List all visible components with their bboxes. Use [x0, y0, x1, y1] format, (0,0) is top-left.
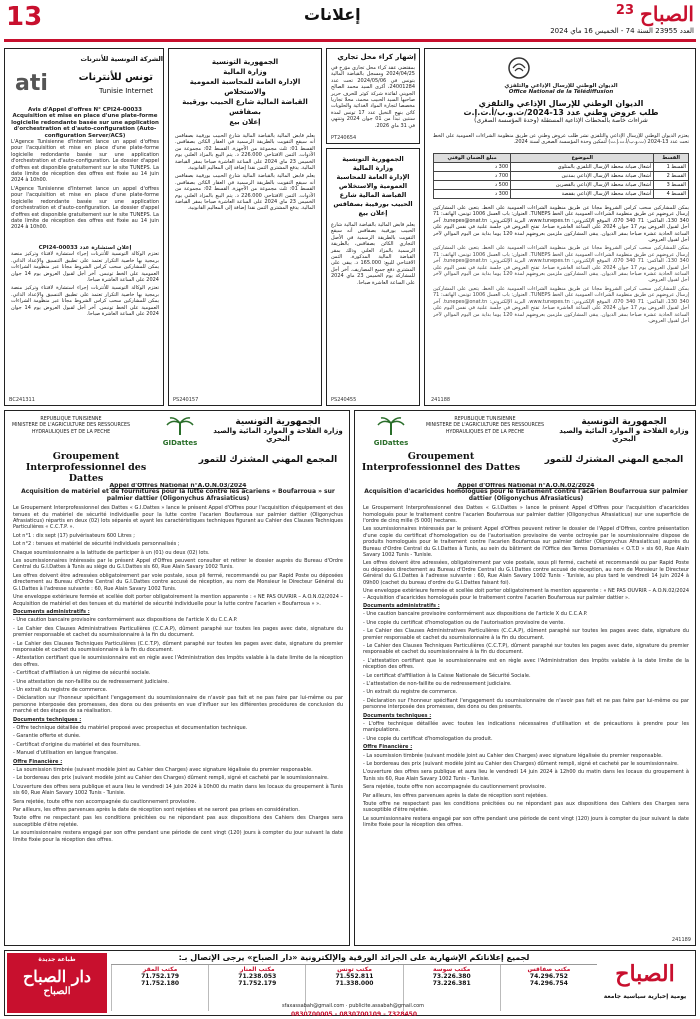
gid2-paragraph: Documents administratifs :: [363, 602, 440, 609]
gid2-paragraph: - Le Cahier des Clauses Administratives Particulières (C.C.A.P), dûment paraphé sur toutes les pages avec date, signature du premier responsable et cachet du soumissionnaire à la fin du document.: [363, 628, 689, 641]
gid2-logo: GIDattes: [373, 439, 409, 447]
footer-office-phone: 73.226.380: [432, 973, 471, 980]
lease-ref: PT240654: [331, 135, 357, 141]
gid1-paragraph: - Le Cahier des Clauses Administratives Particulières (C.C.A.P), dûment paraphé sur toutes les pages avec date, signature du premier responsable et cachet du soumissionnaire à la fin du document.: [13, 625, 343, 639]
ati-brand-fr: Tunisie Internet: [99, 87, 153, 95]
gid1-aoo: Appel d'Offres National n°A.O.N.03/2024: [109, 483, 247, 489]
table-cell: 700 د: [434, 172, 511, 181]
ati-tender-ad: [4, 48, 164, 406]
gid2-paragraph: Documents techniques :: [363, 712, 432, 719]
gid2-paragraph: Le soumissionnaire restera engagé par son offre pendant une période de cent vingt (120) jours à compter du jour suivant la date limite fixée pour la réception des offres.: [363, 815, 689, 829]
gid1-paragraph: - Certificat d'affiliation à un régime de sécurité sociale.: [13, 670, 151, 677]
gidattes-tender-acaricides: [354, 410, 696, 946]
gid1-paragraph: - Attestation certifiant que le soumissionnaire est en règle avec l'Administration des Impôts valable à la date limite de la réception des offres.: [13, 655, 343, 668]
footer-office-name: مكتب المنار: [239, 966, 275, 973]
footer-left-top: الصباح: [43, 986, 71, 997]
footer-office-phone: 71.752.179: [141, 973, 180, 980]
ati-company-ar: الشركة التونسية للأنترنات: [80, 55, 163, 63]
onat-body-repeat: يمكن للمشاركين سحب كراس الشروط مجانا عن طريق منظومة الشراءات العمومية على الخط. يتعين على المشاركين إرسال عروضهم عن طريق منظومة الشراءات العمومية على الخط TUNEPS. العنوان: باب العسل 1006 تونس، الهاتف: 71 340 130، الفاكس: 71 340 070، الموقع الإلكتروني: www.tunepes.tn، البريد الإلكتروني: tunepes@onat.tn. آخر أجل لقبول العروض يوم 17 جوان 2024 على الساعة العاشرة صباحا. تفتح العروض في جلسة علنية في نفس اليوم على الساعة الحادية عشرة صباحا بمقر الديوان. يبقى المشاركون ملزمين بعروضهم لمدة 120 يوما بداية من اليوم الموالي لآخر أجل لقبول العروض.: [433, 245, 689, 284]
gidattes-tender-lot-material: [4, 410, 350, 946]
sale1-republic: الجمهورية التونسية: [342, 155, 404, 163]
footer-banner: لجميع إعلاناتكم الإشهارية على الجرائد الورقية والإلكترونية «دار الصباح» يرجى الإتصال بـ:: [111, 953, 597, 965]
gid1-paragraph: - Une attestation de non-faillite ou de redressement judiciaire.: [13, 678, 169, 685]
sale2-ref: PS240157: [173, 397, 199, 403]
table-cell: القسط 4: [654, 190, 689, 199]
onat-subject: شراءات خاصة بالمحطات الإذاعية المستقلة (وحدة المؤسسة الصغرى): [474, 117, 648, 124]
sale2-ministry: وزارة المالية: [223, 68, 267, 76]
onat-lots-table: [433, 153, 689, 199]
onat-org-ar: الديوان الوطني للإرسال الإذاعي والتلفزي: [504, 83, 618, 89]
gid2-paragraph: L'ouverture des offres sera publique et aura lieu le vendredi 14 juin 2024 à 12h00 du matin dans les locaux du groupement à Tunis sis 60, Rue Alain Savary 1002 Tunis - Tunisie.: [363, 769, 689, 782]
table-cell: 300 د: [434, 190, 511, 199]
footer-office-fax: 73.226.381: [432, 980, 471, 987]
gid2-group-fr: Groupement Interprofessionnel des Dattes: [361, 451, 521, 473]
onat-ref: 241188: [431, 397, 451, 403]
gid2-paragraph: Sera rejetée, toute offre non accompagnée du cautionnement provisoire.: [363, 784, 547, 791]
footer-office-phone: 74.296.752: [529, 973, 568, 980]
gid1-paragraph: Le Groupement Interprofessionnel des Dattes « G.I.Dattes » lance le présent Appel d'Offres pour l'acquisition d'équipement et des tenues et du matériel de sécurité individuelle pour la lutte contre l'acarien Boufarroua sur palmier dattier (Oligonychus Afrasiaticus) répartis en deux (02) lots séparés et ayant les caractéristiques techniques figurant au Cahier des Clauses Techniques Particulières « C.C.T.P. ».: [13, 505, 343, 531]
table-cell: أشغال صيانة محطة الإرسال التلفزي بالمتلوي: [511, 163, 654, 172]
gid2-paragraph: - Un extrait du registre de commerce.: [363, 689, 458, 696]
footer-office-fax: 71.752.179: [238, 980, 277, 987]
gid2-paragraph: - L'attestation de non-faillite ou de redressement judiciaire.: [363, 680, 512, 687]
footer-office-phone: 71.238.053: [238, 973, 277, 980]
gid1-paragraph: - Le bordereau des prix (suivant modèle joint au Cahier des Charges) dûment rempli, signé et cacheté par le soumissionnaire.: [13, 775, 329, 782]
footer-office-fax: 74.296.754: [529, 980, 568, 987]
gid1-paragraph: Lot n°2 : tenues et matériel de sécurité individuels personnalisés ;: [13, 541, 180, 548]
gid2-paragraph: - Le Cahier des Clauses Techniques Particulières (C.C.T.P), dûment paraphé sur toutes les pages avec date, signature du premier responsable et cachet du soumissionnaire à la fin du document.: [363, 642, 689, 656]
footer-office-name: مكتب تونس: [337, 966, 372, 973]
ati-body-fr-repeat: L'Agence Tunisienne d'Internet lance un appel d'offres pour l'acquisition et mise en place d'une plate-forme logicielle redondante basée sur une application d'orchestration et d'auto-configuration. Le dossier d'appel d'offres est disponible gratuitement sur le site TUNEPS. La date limite de réception des offres est fixée au 14 juin 2024 à 10h00.: [11, 185, 159, 231]
table-cell: 300 د: [434, 163, 511, 172]
gid2-paragraph: - Une copie du certificat d'homologation du produit.: [363, 735, 493, 742]
table-cell: أشغال صيانة محطة الإرسال الإذاعي بالقصرين: [511, 181, 654, 190]
gid2-paragraph: - Déclaration sur l'honneur spécifiant l'engagement du soumissionnaire de n'avoir pas fait et ne pas faire par lui-même ou par personne interposée des promesses, des dons ou des présents.: [363, 697, 689, 711]
lease-title: إشهار كراء محل تجاري: [337, 53, 416, 61]
gid2-paragraph: - La soumission timbrée (suivant modèle joint au Cahier des Charges) avec signature légalisée du premier responsable.: [363, 752, 663, 759]
table-cell: 500 د: [434, 181, 511, 190]
lease-body: بمقتضى عقد كراء محل تجاري مؤرخ في 2024/04/25 ومسجل بالقباضة المالية بتونس في 2024/05/06 تحت عدد 24001284، أكرى السيد محمد الصالح الجويني لفائدة شركة كوثر للحرف حرير صاحبها السيد الحبيب محمد، محلا تجاريا مخصصا لتجارة المواد الغذائية والحلويات كائن بنهج النخيل عدد 17 تونس لمدة سنتين تبدأ من 01 جوان 2024 وتنتهي في 31 ماي 2026.: [331, 65, 416, 129]
gid2-paragraph: Offre Financière :: [363, 744, 413, 751]
onat-body-repeat-2: يمكن للمشاركين سحب كراس الشروط مجانا عن طريق منظومة الشراءات العمومية على الخط. يتعين على المشاركين إرسال عروضهم عن طريق منظومة الشراءات العمومية على الخط TUNEPS. العنوان: باب العسل 1006 تونس، الهاتف: 71 340 130، الفاكس: 71 340 070، الموقع الإلكتروني: www.tunepes.tn، البريد الإلكتروني: tunepes@onat.tn. آخر أجل لقبول العروض يوم 17 جوان 2024 على الساعة العاشرة صباحا. تفتح العروض في جلسة علنية في نفس اليوم على الساعة الحادية عشرة صباحا بمقر الديوان. يبقى المشاركون ملزمين بعروضهم لمدة 120 يوما بداية من اليوم الموالي لآخر أجل لقبول العروض.: [433, 285, 689, 324]
footer-office-name: مكتب سوسة: [433, 966, 471, 973]
gid1-paragraph: Sera rejetée, toute offre non accompagnée du cautionnement provisoire.: [13, 798, 197, 805]
gid1-paragraph: Les soumissionnaires intéressés par le présent Appel d'Offres peuvent consulter et retirer le dossier auprès du Bureau d'Ordre Central du G.I.Dattes à Tunis au siège du G.I.Dattes sis 60, Rue Alain Savary 1002 Tunis.: [13, 558, 343, 571]
page-number: 13: [6, 2, 43, 32]
gid1-paragraph: - Une caution bancaire provisoire conformément aux dispositions de l'article X du C.C.A.P.: [13, 617, 238, 624]
sale1-ref: PS240455: [331, 397, 357, 403]
table-cell: القسط 2: [654, 172, 689, 181]
footer-left-promo: [7, 953, 107, 1013]
gid1-rep-ar: الجمهورية التونسية: [235, 417, 321, 427]
gid1-paragraph: Offre Financière :: [13, 758, 63, 765]
gid2-paragraph: Une enveloppe extérieure fermée et scellée doit porter obligatoirement la mention apparente : « NE PAS OUVRIR – A.O.N.02/2024 – Acquisition d'acaricides homologués pour le traitement contre l'acarien Boufarroua sur palmier dattier ».: [363, 588, 689, 601]
gid1-group-fr: Groupement Interprofessionnel des Dattes: [25, 451, 147, 484]
palm-tree-icon: [165, 417, 195, 435]
onat-org-fr: Office National de la Télédiffusion: [508, 89, 614, 96]
gid2-paragraph: Les offres doivent être adressées, obligatoirement par voie postale, sous pli fermé, cacheté et recommandé ou par Rapid Poste ou déposées directement au Bureau d'Ordre Central du G.I.Dattes contre accusé de réception, au nom de Monsieur le Directeur Général du G.I.Dattes à l'adresse suivante : 60, Rue Alain Savary 1002 Tunis - Tunisie, au plus tard le vendredi 14 juin 2024 à 09h00 (cachet du bureau d'ordre du G.I.Dattes faisant foi).: [363, 560, 689, 586]
footer-left-sub: دار الصباح: [22, 967, 92, 986]
onat-body: يمكن للمشاركين سحب كراس الشروط مجانا عن طريق منظومة الشراءات العمومية على الخط. يتعين على المشاركين إرسال عروضهم عن طريق منظومة الشراءات العمومية على الخط TUNEPS. العنوان: باب العسل 1006 تونس، الهاتف: 71 340 130، الفاكس: 71 340 070، الموقع الإلكتروني: www.tunepes.tn، البريد الإلكتروني: tunepes@onat.tn. آخر أجل لقبول العروض يوم 17 جوان 2024 على الساعة العاشرة صباحا. تفتح العروض في جلسة علنية في نفس اليوم على الساعة الحادية عشرة صباحا بمقر الديوان. يبقى المشاركون ملزمين بعروضهم لمدة 120 يوما بداية من اليوم الموالي لآخر أجل لقبول العروض.: [433, 205, 689, 244]
sale2-body-repeat: يعلم قابض المالية بالقباضة المالية شارع الحبيب بورقيبة بصفاقس أنه سيقع التفويت بالطريقة الرسمية في العقار الكائن بصفاقس. القسط 01: ثلث مجموعة من الأجهزة. القسط 02: مجموعة من الأدوات. الثمن الافتتاحي 226.000 د. يتم البيع بالمزاد العلني يوم الخميس 23 ماي 2024 على الساعة العاشرة صباحا بمقر القباضة المالية. يدفع المشتري الثمن نقدا إضافة إلى المعاليم القانونية.: [175, 173, 315, 212]
ati-subject-fr: Acquisition et mise en place d'une plate-forme logicielle redondante basée sur une application d'orchestration et d'auto-configuration (Auto-configuration Server/ACS): [11, 113, 159, 139]
ati-brand-ar: تونس للأنترنات: [78, 72, 153, 83]
ati-ref: BC241311: [9, 397, 35, 403]
gid2-rep-fr: REPUBLIQUE TUNISIENNE: [454, 417, 516, 422]
gid1-paragraph: Documents administratifs :: [13, 608, 90, 615]
gid2-ministry-fr: MINISTERE DE L'AGRICULTURE DES RESSOURCES HYDRAULIQUES ET DE LA PECHE: [425, 423, 545, 435]
gid2-paragraph: - L'attestation certifiant que le soumissionnaire est en règle avec l'Administration des Impôts valable à la date limite de la réception des offres.: [363, 657, 689, 671]
gid2-paragraph: - Le bordereau des prix (suivant modèle joint au Cahier des Charges) dûment rempli, signé et cacheté par le soumissionnaire.: [363, 761, 679, 768]
gid1-paragraph: - Déclaration sur l'honneur spécifiant l'engagement du soumissionnaire de n'avoir pas fait et ne pas faire par lui-même ou par personne interposée des promesses, des dons ou des présents en vue d'influer sur les différentes procédures de conclusion du marché et des étapes de sa réalisation.: [13, 695, 343, 715]
ati-title-fr: Avis d'Appel d'offres N° CPI24-00033: [28, 107, 142, 113]
onat-subtitle: طلب عروض وطني عدد 13-2024/ت.و.ب/أ.ت.إ.ت: [463, 108, 659, 117]
gid1-paragraph: Par ailleurs, les offres parvenues après la date de réception sont rejetées et ne seront pas prises en considération.: [13, 807, 300, 814]
sale2-branch: القباضة المالية شارع الحبيب بورقيبة بصفاقس: [182, 98, 308, 116]
table-row: [434, 190, 689, 199]
table-row: [434, 163, 689, 172]
footer-office-name: مكتب المقر: [142, 966, 178, 973]
gid2-paragraph: Par ailleurs, les offres parvenues après la date de réception sont rejetées.: [363, 792, 548, 799]
ati-body-ar-repeat: تعتزم الوكالة التونسية للأنترنات إجراء استشارة لاقتناء وتركيز منصة برمجية بها خاصية التكرار تعتمد على تطبيق التنسيق والإعداد الذاتي. يمكن للمشاركين سحب كراس الشروط مجانا عبر منظومة الشراءات العمومية على الخط تونبس. آخر أجل لقبول العروض يوم 14 جوان 2024 على الساعة العاشرة صباحا.: [11, 285, 159, 318]
ati-title-ar: إعلان استشارة عدد CPI24-00033: [38, 245, 132, 251]
masthead: [514, 2, 694, 40]
gid1-paragraph: - Offre technique détaillée du matériel proposé avec prospectus et documentation technique.: [13, 725, 248, 731]
table-cell: أشغال صيانة محطة الإرسال الإذاعي بمدنين: [511, 172, 654, 181]
sale2-kind: إعلان بيع: [229, 118, 261, 126]
table-cell: القسط 1: [654, 163, 689, 172]
onat-logo-icon: [479, 55, 559, 81]
gid2-paragraph: Toute offre ne respectant pas les conditions précitées ou ne répondant pas aux dispositions des Cahiers des Charges sera susceptible d'être rejetée.: [363, 801, 689, 814]
footer-right-logo: الصباح: [615, 961, 675, 987]
sale1-body: يعلم قابض المالية بالقباضة المالية شارع الحبيب بورقيبة بصفاقس أنه سيقع التفويت بالطريقة الرسمية في الأصل التجاري الكائن بصفاقس، بالطريقة الرسمية بالمزاد العلني وذلك بمقر القباضة المالية المذكورة. الثمن الافتتاحي للبيع: 165.000 د. يبقى على المشتري دفع جميع المصاريف. آخر أجل للمشاركة يوم الخميس 23 ماي 2024 على الساعة العاشرة صباحا.: [331, 222, 415, 286]
page-header: [4, 2, 696, 42]
section-title: إعلانات: [304, 5, 361, 24]
lease-notice-ad: [326, 48, 420, 144]
gid1-paragraph: - Le Cahier des Clauses Techniques Particulières (C.C.T.P), dûment paraphé sur toutes les pages avec date, signature du premier responsable et cachet du soumissionnaire à la fin du document.: [13, 640, 343, 653]
gid2-paragraph: Les soumissionnaires intéressés par le présent Appel d'Offres peuvent retirer le dossier de l'Appel d'Offres, contre présentation d'une copie du certificat d'homologation ou de l'autorisation provisoire de vente octroyée par le soumissionnaire dispose de produits homologués pour le traitement contre l'acarien Boufarroua sur palmier dattier (Oligonychus Afrasiaticus) auprès du Bureau d'Ordre Central du G.I.Dattes à Tunis, au sein du bâtiment de l'Office des Terres Domaniales « O.T.D » sis 60, Rue Alain Savary 1002 Tunis - Tunisie.: [363, 526, 689, 559]
gid1-paragraph: Chaque soumissionnaire a la latitude de participer à un (01) ou deux (02) lots.: [13, 549, 210, 556]
gid1-logo: GIDattes: [162, 439, 198, 447]
gid2-paragraph: - Une caution bancaire provisoire conformément aux dispositions de l'article X du C.C.A.P.: [363, 611, 588, 618]
footer-office-fax: 71.338.000: [335, 980, 374, 987]
onat-table-header: القسط: [654, 154, 689, 163]
gid2-ministry-ar: وزارة الفلاحة و الموارد المائية والصيد البحري: [559, 427, 689, 443]
gid1-paragraph: - Certificat d'origine du matériel et des fournitures.: [13, 741, 141, 748]
ati-body-fr: L'Agence Tunisienne d'Internet lance un appel d'offres pour l'acquisition et mise en place d'une plate-forme logicielle redondante basée sur une application d'orchestration et d'auto-configuration. Le dossier d'appel d'offres est disponible gratuitement sur le site TUNEPS. La date limite de réception des offres est fixée au 14 juin 2024 à 10h00.: [11, 139, 159, 184]
sale1-kind: إعلان بيع: [358, 209, 388, 217]
footer-emails: sfaxassabah@gmail.com · publicite.assabah@gmail.com: [281, 1003, 424, 1009]
footer-left-caption: طباعة جديدة: [38, 956, 76, 963]
footer-office-fax: 71.752.180: [141, 980, 180, 987]
gid2-body: [363, 505, 689, 828]
footer-hotline: 0830700005 - 0830700109 - 7328450: [290, 1011, 418, 1018]
gid2-paragraph: Le Groupement Interprofessionnel des Dattes « G.I.Dattes » lance le présent Appel d'Offres pour l'acquisition d'acaricides homologués pour le traitement contre l'acarien Boufarroua sur palmier dattier (Oligonychus Afrasiaticus) sur une superficie de l'ordre de cinq mille (5 000) hectares.: [363, 505, 689, 525]
gid2-rep-ar: الجمهورية التونسية: [581, 417, 667, 427]
table-row: [434, 181, 689, 190]
table-cell: أشغال صيانة محطة الإرسال الإذاعي بقفصة: [511, 190, 654, 199]
onat-intro: يعتزم الديوان الوطني للإرسال الإذاعي والتلفزي نشر طلب عروض وطني عن طريق منظومة الشراءات العمومية على الخط تحت عدد 13-2024 (ت.و.ب/أ.ت.إ.ت) لتمكين وحدة المؤسسة الصغرى لسنة 2024.: [433, 133, 689, 146]
gid1-rep-fr: REPUBLIQUE TUNISIENNE: [40, 417, 102, 422]
gid1-paragraph: Toute offre ne respectant pas les conditions précitées ou ne répondant pas aux dispositions des Cahiers des Charges sera susceptible d'être rejetée.: [13, 815, 343, 828]
gid1-ministry-ar: وزارة الفلاحة و الموارد المائية والصيد البحري: [213, 427, 343, 443]
gid1-paragraph: - La soumission timbrée (suivant modèle joint au Cahier des Charges) avec signature légalisée du premier responsable.: [13, 767, 313, 774]
gid1-paragraph: Une enveloppe extérieure fermée et scellée doit porter obligatoirement la mention apparente : « NE PAS OUVRIR – A.O.N.02/2024 – Acquisition de matériel et des tenues et du matériel de sécurité individuelle pour la lutte contre l'acarien « Boufarroua » ».: [13, 594, 343, 607]
sale1-branch: القباضة المالية شارع الحبيب بورقيبة بصفاقس: [333, 191, 413, 208]
sale1-office: الإدارة العامة للمحاسبة العمومية والاستخلاص: [336, 173, 410, 190]
sale1-ministry: وزارة المالية: [352, 164, 394, 172]
gid2-ref: 241189: [671, 937, 691, 943]
table-row: [434, 172, 689, 181]
gid2-paragraph: - L'offre technique détaillée avec toutes les indications nécessaires d'utilisation et de précautions à prendre pour les manipulations.: [363, 721, 689, 734]
footer-right-brand: [597, 953, 693, 1013]
gid1-paragraph: Le soumissionnaire restera engagé par son offre pendant une période de cent vingt (120) jours à compter du jour suivant la date limite fixée pour la réception des offres.: [13, 830, 343, 843]
gid2-subject: Acquisition d'acaricides homologués pour le traitement contre l'acarien Boufarroua sur palmier dattier (Oligonychus Afrasiaticus): [364, 488, 688, 502]
ati-body-ar: تعتزم الوكالة التونسية للأنترنات إجراء استشارة لاقتناء وتركيز منصة برمجية بها خاصية التكرار تعتمد على تطبيق التنسيق والإعداد الذاتي. يمكن للمشاركين سحب كراس الشروط مجانا عبر منظومة الشراءات العمومية على الخط تونبس. آخر أجل لقبول العروض يوم 14 جوان 2024 على الساعة العاشرة صباحا.: [11, 251, 159, 284]
gid1-subject: Acquisition de matériel et de fournitures pour la lutte contre les acariens « Boufarroua » sur palmier dattier (Oligonychus Afrasiaticus): [21, 488, 335, 502]
onat-table-header: الموضوع: [511, 154, 654, 163]
gid1-group-ar: المجمع المهني المشترك للتمور: [198, 455, 338, 465]
gid2-paragraph: - Le certificat d'affiliation à la Caisse Nationale de Sécurité Sociale.: [363, 672, 531, 679]
gid2-group-ar: المجمع المهني المشترك للتمور: [544, 455, 684, 465]
onat-table-header: مبلغ الضمان الوقتي: [434, 154, 511, 163]
gid2-aoo: Appel d'Offres National n°A.O.N.02/2024: [457, 483, 595, 489]
gid1-body: [13, 505, 343, 843]
table-cell: القسط 3: [654, 181, 689, 190]
palm-tree-icon: [376, 417, 406, 435]
gid1-ministry-fr: MINISTERE DE L'AGRICULTURE DES RESSOURCES HYDRAULIQUES ET DE LA PECHE: [11, 423, 131, 435]
gid1-paragraph: - Un extrait du registre de commerce.: [13, 686, 108, 693]
finance-sale-ad-1: [326, 148, 420, 406]
gid1-paragraph: Les offres doivent être adressées obligatoirement par voie postale, sous pli fermé, recommandé ou par Rapid Poste ou déposées directement au Bureau d'Ordre Central du G.I.Dattes contre accusé de réception, au nom de Monsieur le Directeur Général du G.I.Dattes à l'adresse suivante : 60, Rue Alain Savary 1002 Tunis.: [13, 572, 343, 592]
gid1-paragraph: Lot n°1 : dix sept (17) pulvérisateurs 600 Litres ;: [13, 532, 135, 539]
masthead-logo: الصباح: [639, 2, 694, 26]
finance-sale-ad-2: [168, 48, 322, 406]
onat-tender-ad: [424, 48, 696, 406]
ati-logo: ati: [15, 71, 48, 96]
gid1-paragraph: - Manuel d'utilisation en langue française.: [13, 750, 118, 757]
sale2-office: الإدارة العامة للمحاسبة العمومية والاستخلاص: [189, 78, 301, 96]
masthead-edition: 23: [615, 3, 634, 18]
gid1-paragraph: Documents techniques :: [13, 716, 82, 723]
footer-office-name: مكتب صفاقس: [527, 966, 571, 973]
sale2-body: يعلم قابض المالية بالقباضة المالية شارع الحبيب بورقيبة بصفاقس أنه سيقع التفويت بالطريقة الرسمية في العقار الكائن بصفاقس. القسط 01: ثلث مجموعة من الأجهزة. القسط 02: مجموعة من الأدوات. الثمن الافتتاحي 226.000 د. يتم البيع بالمزاد العلني يوم الخميس 23 ماي 2024 على الساعة العاشرة صباحا بمقر القباضة المالية. يدفع المشتري الثمن نقدا إضافة إلى المعاليم القانونية.: [175, 133, 315, 172]
gid2-paragraph: - Une copie du certificat d'homologation ou de l'autorisation provisoire de vente.: [363, 619, 565, 626]
gid1-paragraph: - Garantie offerte et durée.: [13, 733, 81, 740]
footer-office-phone: 71.552.811: [335, 973, 374, 980]
footer-right-caption: يومية إخبارية سياسية جامعة: [603, 993, 687, 1000]
sale2-republic: الجمهورية التونسية: [211, 58, 279, 66]
gid1-paragraph: L'ouverture des offres sera publique et aura lieu le vendredi 14 juin 2024 à 10h00 du matin dans les locaux du groupement à Tunis sis 60, Rue Alain Savary 1002 Tunis - Tunisie.: [13, 783, 343, 797]
onat-title: الديوان الوطني للإرسال الإذاعي والتلفزي: [478, 99, 644, 108]
issue-line: العدد 23955 السنة 74 - الخميس 16 ماي 2024: [550, 27, 694, 35]
